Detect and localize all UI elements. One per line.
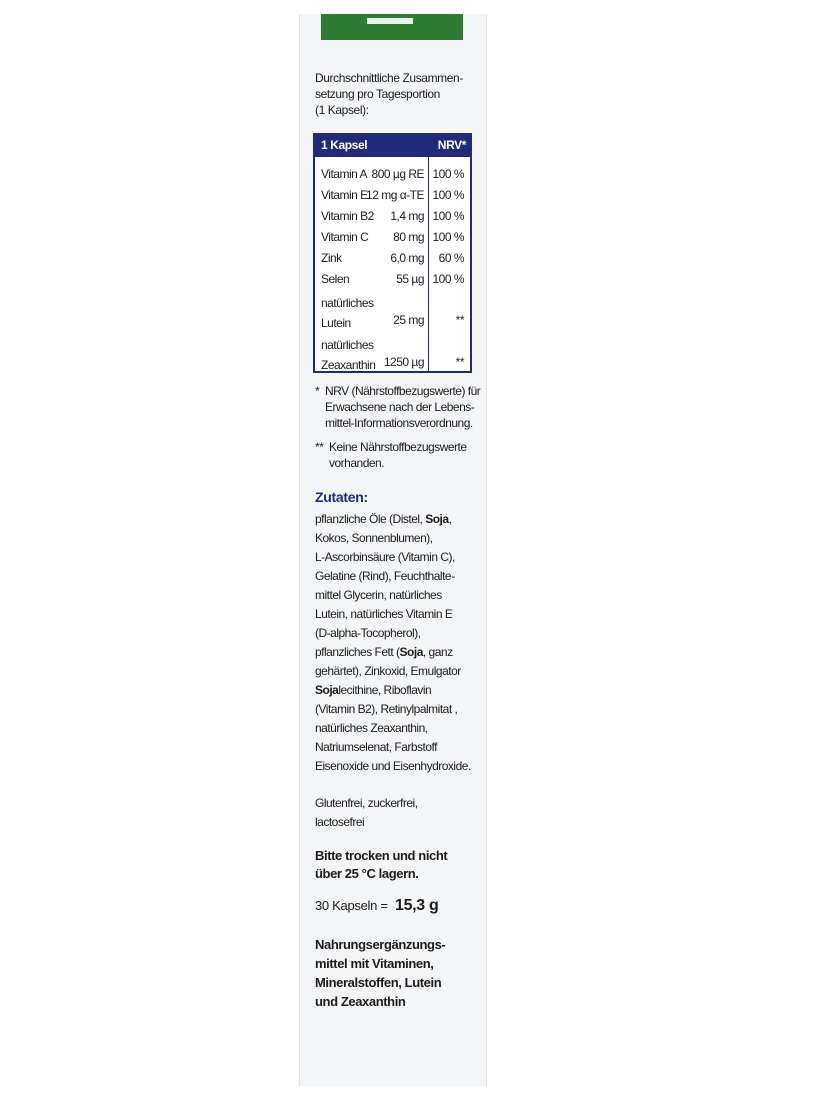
ingredients-line: Gelatine (Rind), Feuchthalte-: [315, 569, 455, 583]
nutrient-amount: 800 µg RE: [371, 167, 424, 181]
nutrient-nrv: **: [455, 313, 464, 327]
footnotes: [315, 383, 485, 479]
product-description-line: Mineralstoffen, Lutein: [315, 975, 442, 990]
ingredient-text: pflanzliches Fett (: [315, 645, 400, 659]
table-row: [315, 186, 470, 207]
table-body: [315, 165, 470, 375]
nutrient-amount: 1250 µg: [383, 355, 424, 369]
table-row: [315, 291, 470, 333]
ingredients-line: mittel Glycerin, natürliches: [315, 588, 442, 602]
ingredients-line: [315, 510, 485, 529]
footnote-line: Keine Nährstoffbezugswerte: [329, 440, 467, 454]
free-from-claims: [315, 794, 485, 832]
nutrient-name: Selen: [321, 272, 350, 286]
footnote-line: vorhanden.: [329, 456, 385, 470]
footnote-no-nrv: [315, 439, 485, 471]
ingredients-line: L-Ascorbinsäure (Vitamin C),: [315, 550, 455, 564]
allergen-text: Soja: [425, 512, 449, 526]
product-description-line: mittel mit Vitaminen,: [315, 956, 434, 971]
nutrient-amount: 12 mg α-TE: [366, 188, 424, 202]
ingredients-line: Natriumselenat, Farbstoff: [315, 740, 438, 754]
table-row: [315, 333, 470, 375]
nutrient-name-line: Lutein: [321, 316, 351, 330]
net-quantity: [315, 897, 485, 915]
ingredients-title: Zutaten:: [315, 489, 368, 505]
nutrient-name-line: natürliches: [321, 338, 374, 352]
quantity-value: 15,3 g: [394, 897, 439, 914]
ingredient-text: lecithine, Riboflavin: [338, 683, 432, 697]
table-row: [315, 207, 470, 228]
nutrient-nrv: **: [455, 355, 464, 369]
ingredient-text: , ganz: [422, 645, 453, 659]
nutrient-name-line: Zeaxanthin: [321, 358, 376, 372]
ingredients-line: Eisenoxide und Eisenhydroxide.: [315, 759, 471, 773]
ingredients-line: [315, 643, 485, 662]
nutrient-nrv: 100 %: [432, 230, 464, 244]
ingredient-text: ,: [448, 512, 452, 526]
footnote-nrv: [315, 383, 485, 431]
ingredients-line: gehärtet), Zinkoxid, Emulgator: [315, 664, 461, 678]
footnote-line: NRV (Nährstoffbezugswerte) für: [325, 384, 481, 398]
nutrient-nrv: 100 %: [432, 167, 464, 181]
ingredients-line: Lutein, natürliches Vitamin E: [315, 607, 453, 621]
product-description-line: und Zeaxanthin: [315, 994, 406, 1009]
nutrient-nrv: 100 %: [432, 209, 464, 223]
ingredients-list: [315, 510, 485, 776]
nutrient-amount: 80 mg: [393, 230, 424, 244]
nutrient-nrv: 60 %: [438, 251, 464, 265]
nutrient-name: Zink: [321, 251, 342, 265]
intro-line: Durchschnittliche Zusammen-: [315, 71, 463, 85]
nutrient-name: Vitamin A: [321, 167, 367, 181]
ingredient-text: pflanzliche Öle (Distel,: [315, 512, 426, 526]
table-row: [315, 270, 470, 291]
nutrient-name: Vitamin C: [321, 230, 369, 244]
nutrient-amount: 6,0 mg: [390, 251, 424, 265]
free-from-line: lactosefrei: [315, 815, 365, 829]
nutrition-table: [313, 133, 472, 373]
composition-intro: [315, 70, 485, 118]
table-row: [315, 228, 470, 249]
nutrient-amount: 55 µg: [396, 272, 424, 286]
footnote-line: mittel-Informationsverordnung.: [325, 416, 473, 430]
footnote-mark: *: [315, 384, 320, 398]
ingredients-line: Kokos, Sonnenblumen),: [315, 531, 433, 545]
ingredients-line: (Vitamin B2), Retinylpalmitat ,: [315, 702, 458, 716]
nutrient-name-line: natürliches: [321, 296, 374, 310]
nutrient-nrv: 100 %: [432, 272, 464, 286]
storage-line: Bitte trocken und nicht: [315, 848, 448, 863]
footnote-mark: **: [315, 440, 324, 454]
package-top-green-band: [321, 14, 463, 40]
nutrient-name: [321, 293, 374, 333]
table-row: [315, 165, 470, 186]
quantity-label: 30 Kapseln =: [315, 898, 388, 913]
product-description-line: Nahrungsergänzungs-: [315, 937, 446, 952]
nutrient-name: Vitamin B2: [321, 209, 374, 223]
table-header-nrv: NRV*: [437, 138, 466, 152]
nutrient-amount: 1,4 mg: [390, 209, 424, 223]
nutrient-amount: 25 mg: [393, 313, 424, 327]
free-from-line: Glutenfrei, zuckerfrei,: [315, 796, 418, 810]
nutrient-nrv: 100 %: [432, 188, 464, 202]
storage-instructions: [315, 847, 485, 883]
allergen-text: Soja: [399, 645, 423, 659]
allergen-text: Soja: [315, 683, 339, 697]
intro-line: setzung pro Tagesportion: [315, 87, 440, 101]
ingredients-line: natürliches Zeaxanthin,: [315, 721, 428, 735]
table-row: [315, 249, 470, 270]
table-header: [315, 135, 470, 157]
table-header-serving: 1 Kapsel: [321, 138, 368, 152]
footnote-line: Erwachsene nach der Lebens-: [325, 400, 475, 414]
ingredients-line: (D-alpha-Tocopherol),: [315, 626, 421, 640]
product-description: [315, 935, 485, 1011]
nutrient-name: Vitamin E: [321, 188, 368, 202]
storage-line: über 25 °C lagern.: [315, 866, 419, 881]
intro-line: (1 Kapsel):: [315, 103, 369, 117]
ingredients-line: [315, 681, 485, 700]
nutrient-name: [321, 335, 375, 375]
